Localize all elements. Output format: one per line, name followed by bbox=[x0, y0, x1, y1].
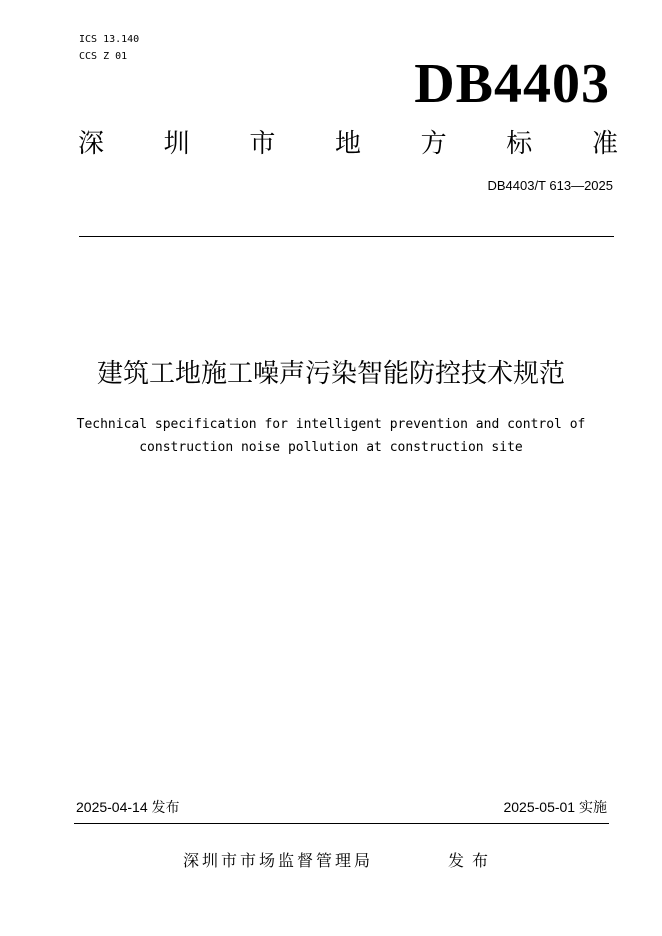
standard-type-char: 地 bbox=[334, 129, 361, 159]
title-en-line-2: construction noise pollution at construction site bbox=[139, 440, 523, 455]
ccs-code: CCS Z 01 bbox=[79, 51, 128, 62]
ics-code: ICS 13.140 bbox=[79, 34, 140, 45]
document-title-zh: 建筑工地施工噪声污染智能防控技术规范 bbox=[96, 359, 565, 389]
standard-type-char: 市 bbox=[249, 129, 276, 159]
standard-number: DB4403/T 613—2025 bbox=[487, 178, 613, 193]
standard-type-char: 准 bbox=[591, 129, 618, 159]
db-code-logo: DB4403 bbox=[414, 53, 610, 115]
implementation-date: 2025-05-01 实施 bbox=[503, 799, 607, 815]
document-title-en bbox=[0, 413, 662, 459]
issuing-authority: 深圳市市场监督管理局 bbox=[183, 851, 374, 870]
title-en-line-1: Technical specification for intelligent prevention and control of bbox=[76, 417, 586, 432]
standard-type-char: 深 bbox=[78, 129, 105, 159]
standard-type-heading bbox=[78, 127, 618, 161]
issue-date: 2025-04-14 发布 bbox=[76, 799, 180, 815]
standard-type-char: 方 bbox=[420, 129, 447, 159]
bottom-divider bbox=[74, 823, 609, 824]
standard-type-char: 标 bbox=[506, 129, 533, 159]
top-divider bbox=[79, 236, 614, 237]
standard-type-char: 圳 bbox=[163, 129, 190, 159]
issue-label: 发布 bbox=[448, 851, 497, 870]
